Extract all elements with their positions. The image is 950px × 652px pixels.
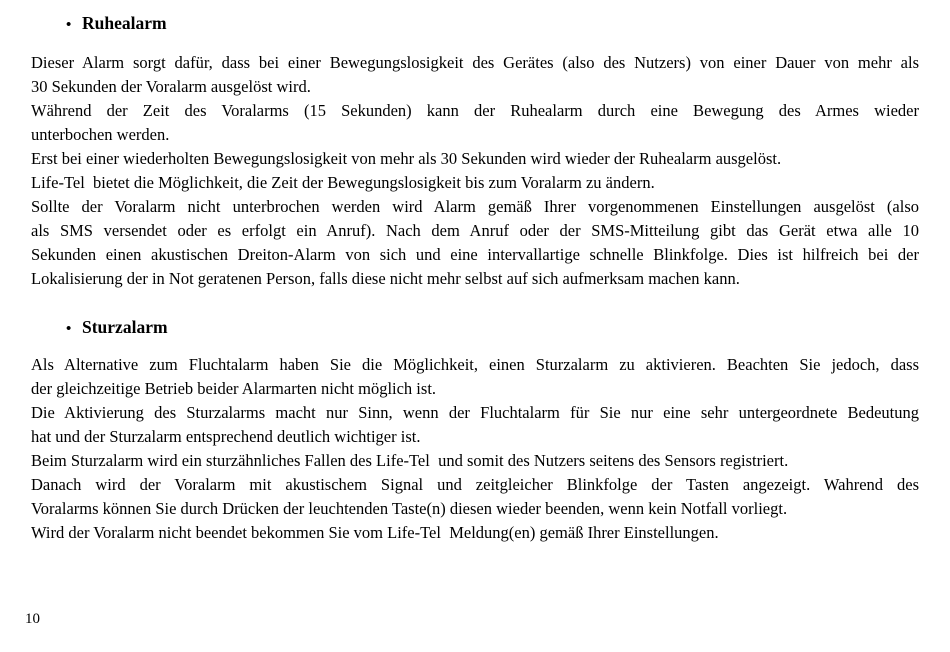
heading-text: Ruhealarm: [82, 13, 167, 33]
bullet-icon: •: [66, 321, 72, 337]
text-line: der gleichzeitige Betrieb beider Alarmarten nicht möglich ist.: [31, 379, 437, 398]
text-line: Sollte der Voralarm nicht unterbrochen werden wird Alarm gemäß Ihrer vorgenommenen Einstellungen ausgelöst (also: [31, 197, 919, 216]
text-line: Voralarms können Sie durch Drücken der leuchtenden Taste(n) diesen wieder beenden, wenn kein Notfall vorliegt.: [31, 499, 788, 518]
bullet-icon: •: [66, 17, 72, 33]
heading-text: Sturzalarm: [82, 317, 168, 337]
text-line: Erst bei einer wiederholten Bewegungslosigkeit von mehr als 30 Sekunden wird wieder der Ruhealarm ausgelöst.: [31, 149, 782, 168]
text-line: Danach wird der Voralarm mit akustischem Signal und zeitgleicher Blinkfolge der Tasten angezeigt. Wahrend des: [31, 475, 919, 494]
text-line: Wird der Voralarm nicht beendet bekommen Sie vom Life-Tel Meldung(en) gemäß Ihrer Einstellungen.: [31, 523, 719, 542]
text-line: unterbochen werden.: [31, 125, 170, 144]
text-line: als SMS versendet oder es erfolgt ein Anruf). Nach dem Anruf oder der SMS-Mitteilung gibt das Gerät etwa alle 10: [31, 221, 919, 240]
text-line: Die Aktivierung des Sturzalarms macht nur Sinn, wenn der Fluchtalarm für Sie nur eine sehr untergeordnete Bedeutung: [31, 403, 919, 422]
text-line: Lokalisierung der in Not geratenen Person, falls diese nicht mehr selbst auf sich aufmerksam machen kann.: [31, 269, 740, 288]
text-line: 30 Sekunden der Voralarm ausgelöst wird.: [31, 77, 311, 96]
section-heading-ruhealarm: [31, 0, 919, 37]
section-heading-sturzalarm: [31, 315, 919, 341]
paragraph-sturzalarm: [31, 353, 919, 545]
text-line: hat und der Sturzalarm entsprechend deutlich wichtiger ist.: [31, 427, 421, 446]
text-line: Während der Zeit des Voralarms (15 Sekunden) kann der Ruhealarm durch eine Bewegung des Armes wieder: [31, 101, 919, 120]
paragraph-ruhealarm: [31, 51, 919, 291]
text-line: Sekunden einen akustischen Dreiton-Alarm von sich und eine intervallartige schnelle Blinkfolge. Dies ist hilfreich bei der: [31, 245, 919, 264]
text-line: Life-Tel bietet die Möglichkeit, die Zeit der Bewegungslosigkeit bis zum Voralarm zu ändern.: [31, 173, 655, 192]
text-line: Als Alternative zum Fluchtalarm haben Sie die Möglichkeit, einen Sturzalarm zu aktivieren. Beachten Sie jedoch, dass: [31, 355, 919, 374]
page-number: 10: [25, 611, 40, 627]
text-line: Beim Sturzalarm wird ein sturzähnliches Fallen des Life-Tel und somit des Nutzers seitens des Sensors registriert.: [31, 451, 789, 470]
text-line: Dieser Alarm sorgt dafür, dass bei einer Bewegungslosigkeit des Gerätes (also des Nutzers) von einer Dauer von mehr als: [31, 53, 919, 72]
